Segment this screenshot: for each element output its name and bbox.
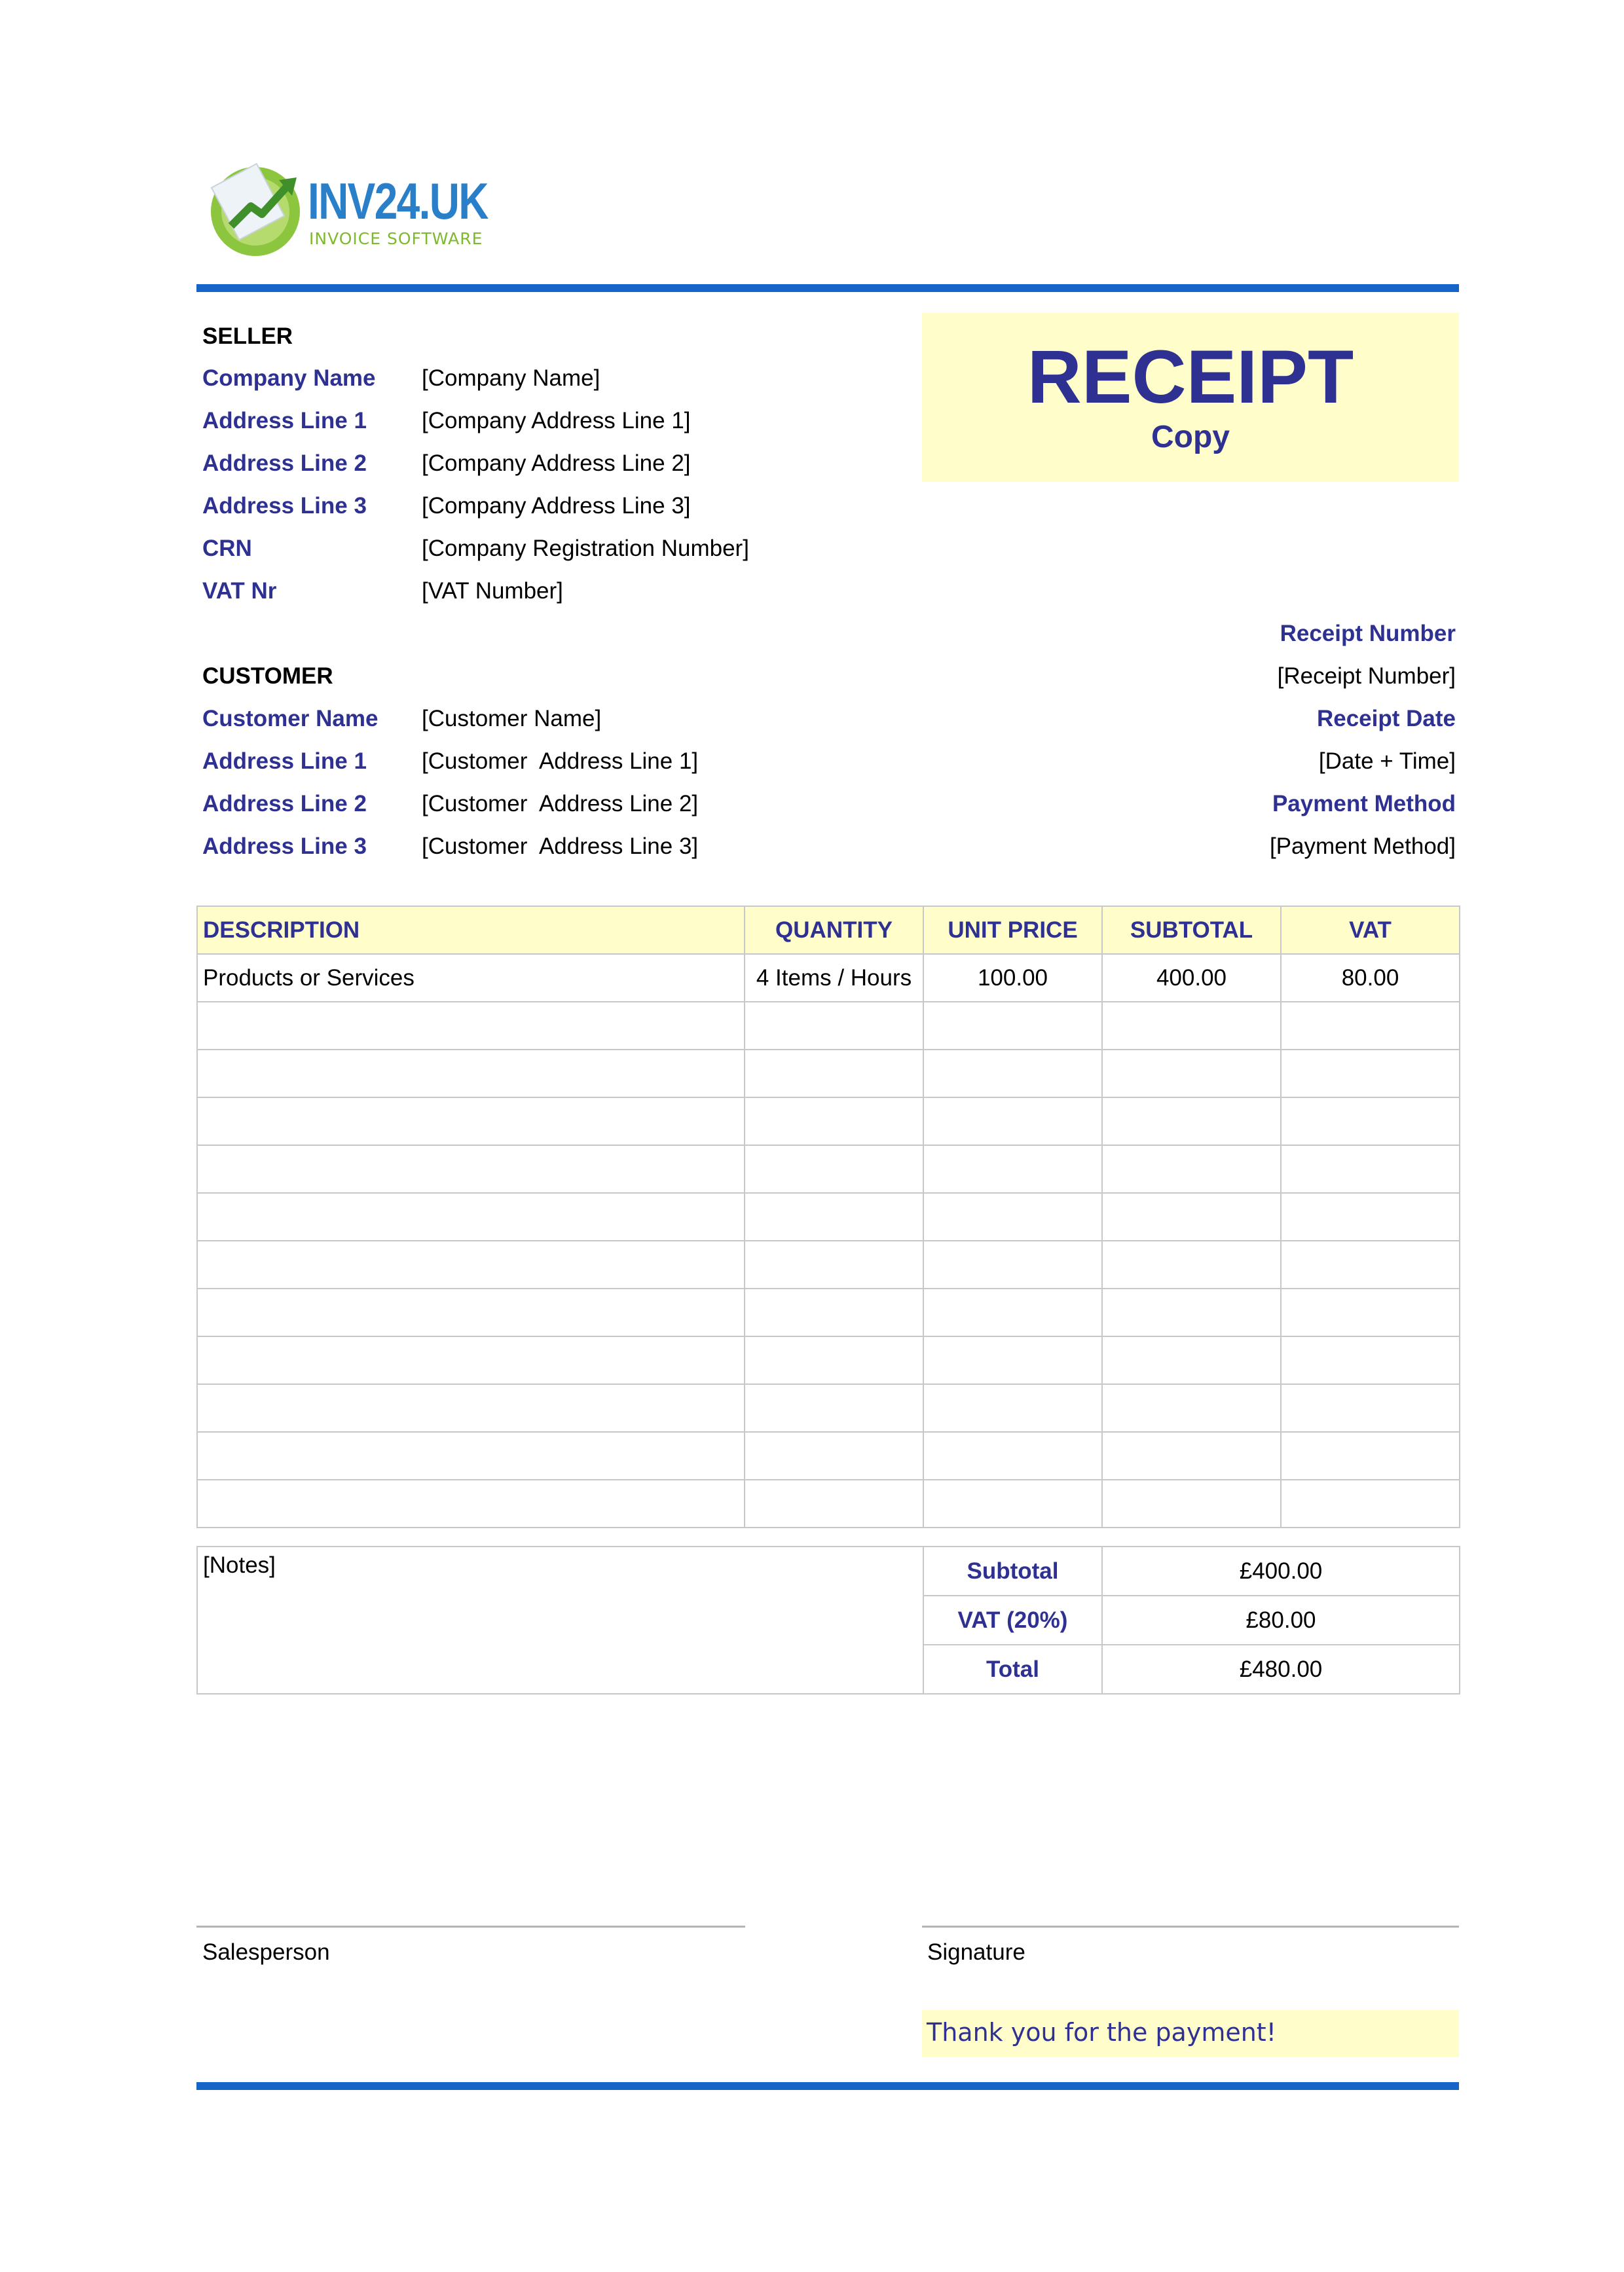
empty-cell xyxy=(197,1193,745,1241)
top-rule xyxy=(196,284,1459,292)
seller-label: Company Name xyxy=(202,365,376,391)
receipt-subtitle: Copy xyxy=(1151,420,1230,454)
empty-cell xyxy=(1281,1289,1460,1336)
customer-value: [Customer Address Line 1] xyxy=(422,748,699,774)
table-row-empty xyxy=(197,1241,1460,1289)
empty-cell xyxy=(197,1480,745,1528)
payment-method-label: Payment Method xyxy=(1272,791,1456,816)
salesperson-label: Salesperson xyxy=(202,1939,330,1965)
empty-cell xyxy=(197,1002,745,1050)
logo-wordmark: INV24.UK xyxy=(308,172,488,230)
empty-cell xyxy=(197,1289,745,1336)
empty-cell xyxy=(923,1384,1102,1432)
empty-cell xyxy=(1102,1336,1281,1384)
bottom-rule xyxy=(196,2082,1459,2090)
seller-value: [Company Registration Number] xyxy=(422,536,749,561)
customer-label: Address Line 1 xyxy=(202,748,367,774)
cell-quantity: 4 Items / Hours xyxy=(745,954,923,1002)
empty-cell xyxy=(923,1050,1102,1097)
empty-cell xyxy=(745,1002,923,1050)
total-label: Total xyxy=(923,1645,1102,1694)
customer-heading: CUSTOMER xyxy=(202,663,333,689)
payment-method-value: [Payment Method] xyxy=(1269,834,1456,859)
empty-cell xyxy=(1102,1432,1281,1480)
empty-cell xyxy=(1102,1145,1281,1193)
table-row-empty xyxy=(197,1002,1460,1050)
empty-cell xyxy=(745,1289,923,1336)
salesperson-line xyxy=(196,1926,745,1928)
empty-cell xyxy=(745,1384,923,1432)
signature-label: Signature xyxy=(927,1939,1025,1965)
totals-table xyxy=(196,1546,1460,1695)
empty-cell xyxy=(1102,1384,1281,1432)
items-table xyxy=(196,906,1460,1528)
col-header-quantity: QUANTITY xyxy=(745,906,923,954)
col-header-unit-price: UNIT PRICE xyxy=(923,906,1102,954)
empty-cell xyxy=(745,1432,923,1480)
table-row-empty xyxy=(197,1050,1460,1097)
cell-description: Products or Services xyxy=(197,954,745,1002)
seller-label: Address Line 1 xyxy=(202,408,367,433)
table-row-empty xyxy=(197,1432,1460,1480)
empty-cell xyxy=(1281,1097,1460,1145)
empty-cell xyxy=(197,1432,745,1480)
thanks-message: Thank you for the payment! xyxy=(927,2018,1276,2047)
seller-label: Address Line 3 xyxy=(202,493,367,519)
empty-cell xyxy=(1281,1241,1460,1289)
notes-field: [Notes] xyxy=(197,1547,923,1694)
empty-cell xyxy=(197,1336,745,1384)
seller-heading: SELLER xyxy=(202,323,293,349)
cell-subtotal: 400.00 xyxy=(1102,954,1281,1002)
vat-label: VAT (20%) xyxy=(923,1596,1102,1645)
seller-value: [Company Address Line 2] xyxy=(422,450,691,476)
empty-cell xyxy=(1281,1432,1460,1480)
empty-cell xyxy=(1281,1193,1460,1241)
table-row xyxy=(197,954,1460,1002)
subtotal-value: £400.00 xyxy=(1102,1547,1460,1596)
seller-value: [Company Address Line 1] xyxy=(422,408,691,433)
empty-cell xyxy=(745,1145,923,1193)
receipt-date-value: [Date + Time] xyxy=(1318,748,1456,774)
table-row-empty xyxy=(197,1097,1460,1145)
seller-label: VAT Nr xyxy=(202,578,277,604)
receipt-number-value: [Receipt Number] xyxy=(1277,663,1456,689)
customer-value: [Customer Name] xyxy=(422,706,602,731)
seller-label: Address Line 2 xyxy=(202,450,367,476)
empty-cell xyxy=(923,1432,1102,1480)
seller-label: CRN xyxy=(202,536,252,561)
cell-vat: 80.00 xyxy=(1281,954,1460,1002)
empty-cell xyxy=(1102,1193,1281,1241)
empty-cell xyxy=(1102,1480,1281,1528)
customer-value: [Customer Address Line 2] xyxy=(422,791,699,816)
table-row-empty xyxy=(197,1384,1460,1432)
empty-cell xyxy=(1281,1384,1460,1432)
subtotal-label: Subtotal xyxy=(923,1547,1102,1596)
empty-cell xyxy=(923,1193,1102,1241)
empty-cell xyxy=(197,1241,745,1289)
table-row-empty xyxy=(197,1480,1460,1528)
vat-value: £80.00 xyxy=(1102,1596,1460,1645)
total-value: £480.00 xyxy=(1102,1645,1460,1694)
empty-cell xyxy=(1102,1002,1281,1050)
empty-cell xyxy=(745,1193,923,1241)
empty-cell xyxy=(923,1145,1102,1193)
seller-value: [Company Name] xyxy=(422,365,600,391)
col-header-description: DESCRIPTION xyxy=(197,906,745,954)
empty-cell xyxy=(923,1480,1102,1528)
empty-cell xyxy=(197,1384,745,1432)
empty-cell xyxy=(197,1050,745,1097)
empty-cell xyxy=(745,1241,923,1289)
empty-cell xyxy=(1281,1050,1460,1097)
totals-row xyxy=(197,1547,1460,1596)
logo-tagline: INVOICE SOFTWARE xyxy=(309,229,483,248)
empty-cell xyxy=(197,1097,745,1145)
col-header-vat: VAT xyxy=(1281,906,1460,954)
empty-cell xyxy=(1281,1145,1460,1193)
seller-value: [Company Address Line 3] xyxy=(422,493,691,519)
table-row-empty xyxy=(197,1193,1460,1241)
table-row-empty xyxy=(197,1145,1460,1193)
table-row-empty xyxy=(197,1336,1460,1384)
empty-cell xyxy=(1102,1289,1281,1336)
empty-cell xyxy=(1281,1002,1460,1050)
empty-cell xyxy=(1102,1050,1281,1097)
receipt-date-label: Receipt Date xyxy=(1316,706,1456,731)
empty-cell xyxy=(923,1097,1102,1145)
customer-label: Address Line 2 xyxy=(202,791,367,816)
seller-value: [VAT Number] xyxy=(422,578,563,604)
empty-cell xyxy=(923,1336,1102,1384)
empty-cell xyxy=(745,1050,923,1097)
empty-cell xyxy=(1102,1097,1281,1145)
empty-cell xyxy=(923,1241,1102,1289)
cell-unit-price: 100.00 xyxy=(923,954,1102,1002)
empty-cell xyxy=(923,1002,1102,1050)
customer-value: [Customer Address Line 3] xyxy=(422,834,699,859)
receipt-title: RECEIPT xyxy=(1027,335,1354,419)
empty-cell xyxy=(923,1289,1102,1336)
empty-cell xyxy=(745,1336,923,1384)
signature-line xyxy=(922,1926,1459,1928)
empty-cell xyxy=(1281,1336,1460,1384)
receipt-number-label: Receipt Number xyxy=(1280,621,1456,646)
col-header-subtotal: SUBTOTAL xyxy=(1102,906,1281,954)
empty-cell xyxy=(745,1097,923,1145)
empty-cell xyxy=(745,1480,923,1528)
table-header-row xyxy=(197,906,1460,954)
empty-cell xyxy=(1281,1480,1460,1528)
table-row-empty xyxy=(197,1289,1460,1336)
empty-cell xyxy=(197,1145,745,1193)
customer-label: Address Line 3 xyxy=(202,834,367,859)
customer-label: Customer Name xyxy=(202,706,378,731)
empty-cell xyxy=(1102,1241,1281,1289)
